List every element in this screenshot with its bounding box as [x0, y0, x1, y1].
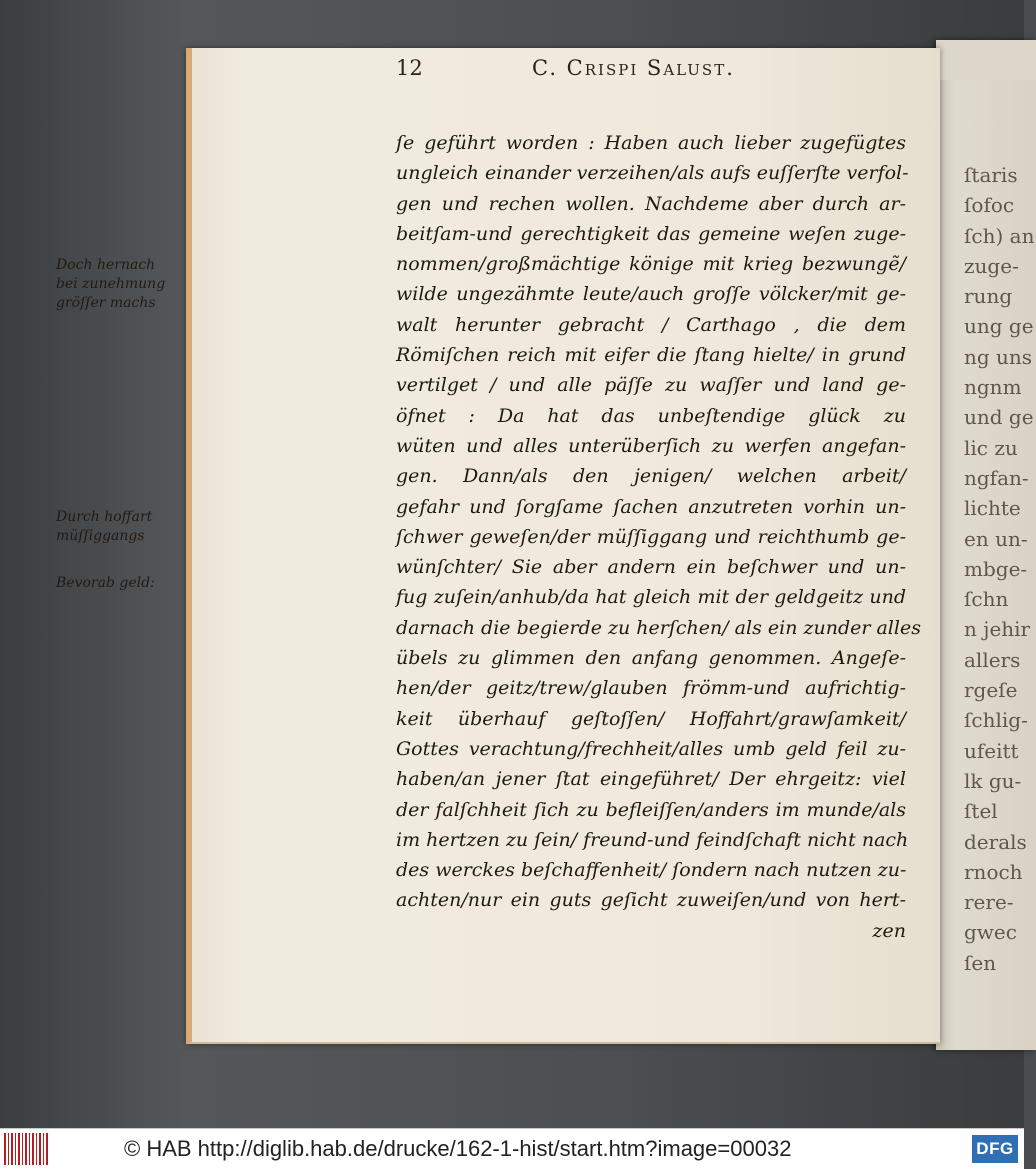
margin-note-line: Doch hernach: [56, 257, 156, 273]
next-page-fragment: rgeſe: [964, 678, 1018, 703]
next-page-fragment: n jehir: [964, 617, 1031, 642]
next-page-fragment: lk gu-: [964, 768, 1022, 793]
next-page-fragment: ſchlig-: [964, 708, 1028, 733]
text-line: ungleich einander verzeihen/als aufs euſſerſte verfol-: [396, 162, 909, 185]
next-page-fragment: ung ge: [964, 314, 1034, 339]
next-page-fragment: ſen: [964, 950, 997, 975]
next-page-fragment: rung: [964, 284, 1013, 309]
text-line: nommen/großmächtige könige mit krieg bezwungẽ/: [396, 253, 906, 276]
next-page-fragment: gwec: [964, 920, 1017, 945]
next-page-text: [964, 160, 1034, 978]
text-line: wünſchter/ Sie aber andern ein beſchwer und un-: [396, 556, 906, 579]
hab-barcode-logo: [4, 1133, 48, 1165]
text-line: im hertzen zu ſein/ freund-und feindſchaft nicht nach: [396, 828, 909, 851]
margin-note-line: Bevorab geld:: [56, 575, 155, 591]
margin-note-line: bei zunehmung: [56, 276, 166, 292]
text-line: hen/der geitz/trew/glauben frömm-und aufrichtig-: [396, 677, 906, 700]
body-text: [396, 128, 921, 946]
next-page-edge: [936, 40, 1036, 1050]
text-line: der falſchheit ſich zu befleiſſen/anders im munde/als: [396, 798, 906, 821]
next-page-fragment: derals: [964, 829, 1027, 854]
text-line: vertilget / und alle päſſe zu waſſer und land ge-: [396, 374, 906, 397]
text-line: achten/nur ein guts geſicht zuweiſen/und von hert-: [396, 889, 906, 912]
next-page-fragment: ngnm: [964, 375, 1022, 400]
margin-note-line: müſſiggangs: [56, 528, 145, 544]
running-head: [396, 56, 916, 86]
text-line: walt herunter gebracht / Carthago , die dem: [396, 313, 906, 336]
next-page-fragment: ufeitt: [964, 738, 1019, 763]
next-page-fragment: ſch) an: [964, 223, 1035, 248]
next-page-fragment: ngfan-: [964, 465, 1029, 490]
next-page-fragment: lichte: [964, 496, 1021, 521]
next-page-fragment: ſtaris: [964, 163, 1018, 187]
text-line: Gottes verachtung/frechheit/alles umb geld feil zu-: [396, 737, 906, 760]
next-page-fragment: rere-: [964, 890, 1014, 915]
text-line: wilde ungezähmte leute/auch groſſe völcker/mit ge-: [396, 283, 906, 306]
text-line: gefahr und ſorgſame ſachen anzutreten vorhin un-: [396, 495, 906, 518]
dfg-logo[interactable]: DFG: [972, 1135, 1018, 1163]
next-page-fragment: lic zu: [964, 435, 1018, 460]
next-page-fragment: ſchn: [964, 587, 1009, 612]
next-page-fragment: und ge: [964, 405, 1034, 430]
margin-note-money: [56, 574, 196, 593]
text-line: ſe geführt worden : Haben auch lieber zugefügtes: [396, 132, 906, 154]
next-page-fragment: rnoch: [964, 859, 1023, 884]
next-page-fragment: ſofoc: [964, 193, 1015, 218]
next-page-fragment: ſtel: [964, 799, 998, 824]
text-line: des werckes beſchaffenheit/ ſondern nach nutzen zu-: [396, 859, 907, 882]
next-page-fragment: mbge-: [964, 556, 1028, 581]
text-line: Römiſchen reich mit eifer die ſtang hielte/ in grund: [396, 344, 906, 367]
next-page-fragment: zuge-: [964, 253, 1019, 278]
text-line: gen. Dann/als den jenigen/ welchen arbeit/: [396, 465, 906, 488]
next-page-fragment: en un-: [964, 526, 1028, 551]
text-line: übels zu glimmen den anfang genommen. Angeſe-: [396, 647, 906, 670]
next-page-top: [936, 40, 1036, 80]
page-number: 12: [396, 56, 423, 80]
margin-note-line: gröſſer machs: [56, 295, 156, 311]
text-line: ſchwer geweſen/der müſſiggang und reichthumb ge-: [396, 525, 906, 548]
text-line: darnach die begierde zu herſchen/ als ein zunder alles: [396, 616, 921, 639]
next-page-fragment: allers: [964, 647, 1021, 672]
copyright-url[interactable]: © HAB http://diglib.hab.de/drucke/162-1-hist/start.htm?image=00032: [124, 1136, 792, 1161]
text-line: fug zuſein/anhub/da hat gleich mit der geldgeitz und: [396, 586, 906, 609]
viewer-footer: [0, 1128, 1024, 1169]
text-line: keit überhauf geſtoſſen/ Hoffahrt/grawſamkeit/: [396, 707, 906, 730]
margin-note-line: Durch hoffart: [56, 509, 153, 525]
running-title: C. Crispi Salust.: [532, 56, 735, 80]
text-line: haben/an jener ſtat eingeführet/ Der ehrgeitz: viel: [396, 768, 906, 791]
text-line: beitſam-und gerechtigkeit das gemeine weſen zuge-: [396, 222, 906, 245]
text-line: zen: [872, 919, 906, 942]
next-page-fragment: ng uns: [964, 344, 1033, 369]
text-line: öfnet : Da hat das unbeſtendige glück zu: [396, 404, 906, 427]
text-line: gen und rechen wollen. Nachdeme aber durch ar-: [396, 192, 906, 215]
margin-note-growth: [56, 256, 196, 313]
text-line: wüten und alles unterüberſich zu werfen angefan-: [396, 434, 906, 457]
margin-note-idleness: [56, 508, 196, 546]
